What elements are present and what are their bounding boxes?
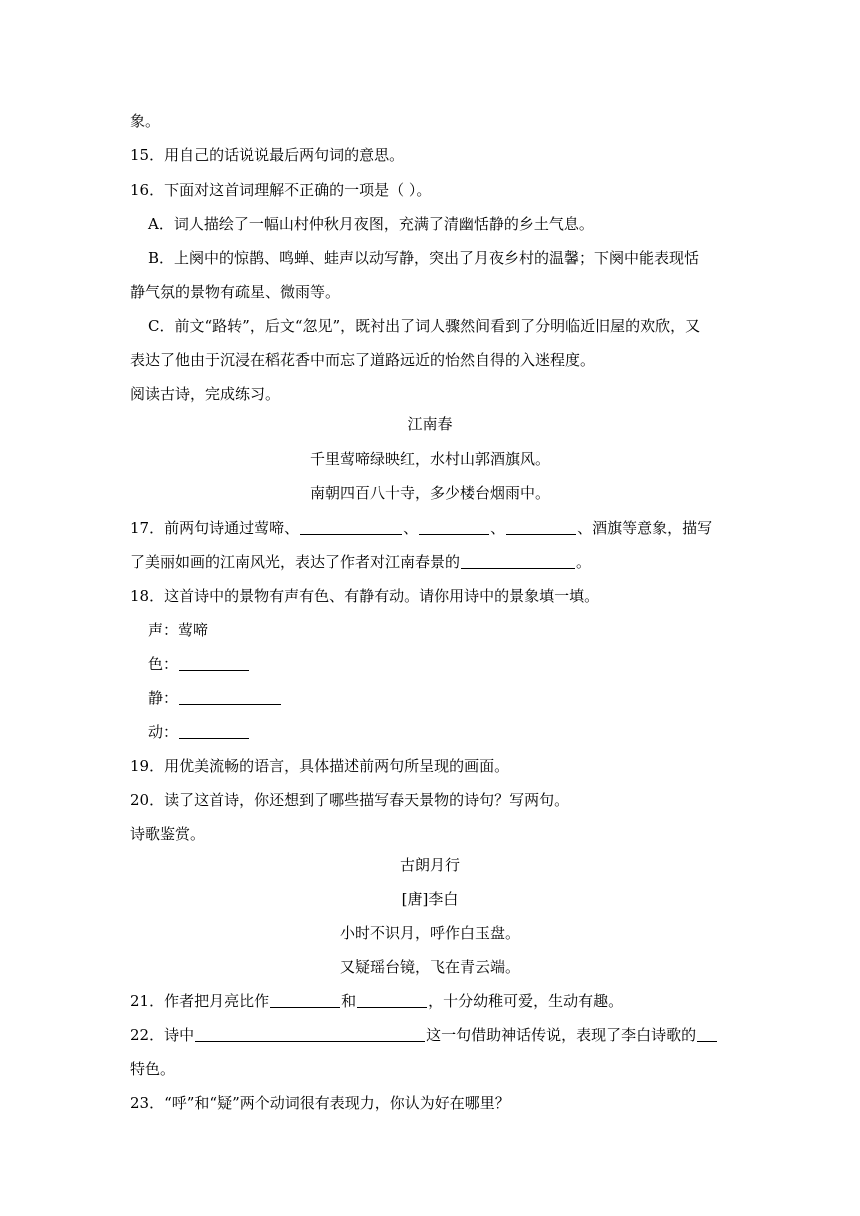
question-20: 20．读了这首诗，你还想到了哪些描写春天景物的诗句？写两句。 — [130, 791, 570, 809]
question-23: 23．“呼”和“疑”两个动词很有表现力，你认为好在哪里？ — [130, 1094, 510, 1112]
answer-blank[interactable] — [461, 553, 575, 569]
answer-blank[interactable] — [195, 1026, 425, 1042]
option-a: A．词人描绘了一幅山村仲秋月夜图，充满了清幽恬静的乡土气息。 — [148, 215, 594, 233]
fill-label: 动： — [148, 723, 179, 741]
poem-line: 又疑瑶台镜，飞在青云端。 — [339, 958, 520, 976]
poem-line: 千里莺啼绿映红，水村山郭酒旗风。 — [309, 450, 550, 468]
option-c-line-2: 表达了他由于沉浸在稻花香中而忘了道路远近的怡然自得的入迷程度。 — [130, 351, 596, 369]
question-text: 和 — [341, 992, 357, 1010]
fill-label: 静： — [148, 689, 179, 707]
question-17-line-2 — [130, 552, 591, 572]
answer-blank[interactable] — [179, 723, 249, 739]
question-21 — [130, 991, 623, 1011]
poem-title: 江南春 — [407, 415, 453, 433]
section-intro: 诗歌鉴赏。 — [130, 825, 206, 843]
fill-still — [148, 688, 282, 708]
answer-blank[interactable] — [270, 992, 340, 1008]
question-text: 17．前两句诗通过莺啼、 — [130, 519, 300, 537]
question-22-line-2: 特色。 — [130, 1060, 176, 1078]
fill-sound: 声：莺啼 — [148, 621, 209, 639]
question-text: 、酒旗等意象，描写 — [577, 519, 713, 537]
question-text: 21．作者把月亮比作 — [130, 992, 270, 1010]
question-text: ，十分幼稚可爱，生动有趣。 — [428, 992, 624, 1010]
separator: 、 — [403, 519, 419, 537]
question-text: 。 — [576, 553, 592, 571]
question-16: 16．下面对这首词理解不正确的一项是（ ）。 — [130, 181, 432, 199]
poem-author: [唐]李白 — [401, 890, 459, 908]
question-text: 22．诗中 — [130, 1026, 195, 1044]
option-b-line-2: 静气氛的景物有疏星、微雨等。 — [130, 283, 341, 301]
section-intro: 阅读古诗，完成练习。 — [130, 385, 281, 403]
answer-blank[interactable] — [506, 519, 576, 535]
question-18: 18．这首诗中的景物有声有色、有静有动。请你用诗中的景象填一填。 — [130, 587, 600, 605]
fill-label: 色： — [148, 655, 179, 673]
question-text: 这一句借助神话传说，表现了李白诗歌的 — [426, 1026, 697, 1044]
poem-line: 小时不识月，呼作白玉盘。 — [339, 924, 520, 942]
answer-blank[interactable] — [179, 689, 281, 705]
poem-title: 古朗月行 — [399, 856, 460, 874]
answer-blank[interactable] — [357, 992, 427, 1008]
question-19: 19．用优美流畅的语言，具体描述前两句所呈现的画面。 — [130, 757, 510, 775]
answer-blank[interactable] — [179, 655, 249, 671]
question-22-line-1 — [130, 1025, 718, 1045]
answer-blank[interactable] — [419, 519, 489, 535]
fill-motion — [148, 722, 250, 742]
answer-blank[interactable] — [697, 1026, 717, 1042]
question-15: 15．用自己的话说说最后两句词的意思。 — [130, 146, 405, 164]
answer-blank[interactable] — [300, 519, 402, 535]
text-line: 象。 — [130, 112, 161, 130]
separator: 、 — [490, 519, 506, 537]
question-text: 了美丽如画的江南风光，表达了作者对江南春景的 — [130, 553, 461, 571]
question-17-line-1 — [130, 518, 712, 538]
option-b-line-1: B．上阕中的惊鹊、鸣蝉、蛙声以动写静，突出了月夜乡村的温馨；下阕中能表现恬 — [148, 249, 700, 267]
option-c-line-1: C．前文“路转”，后文“忽见”，既衬出了词人骤然间看到了分明临近旧屋的欢欣，又 — [148, 317, 701, 335]
fill-color — [148, 654, 250, 674]
poem-line: 南朝四百八十寺，多少楼台烟雨中。 — [309, 484, 550, 502]
